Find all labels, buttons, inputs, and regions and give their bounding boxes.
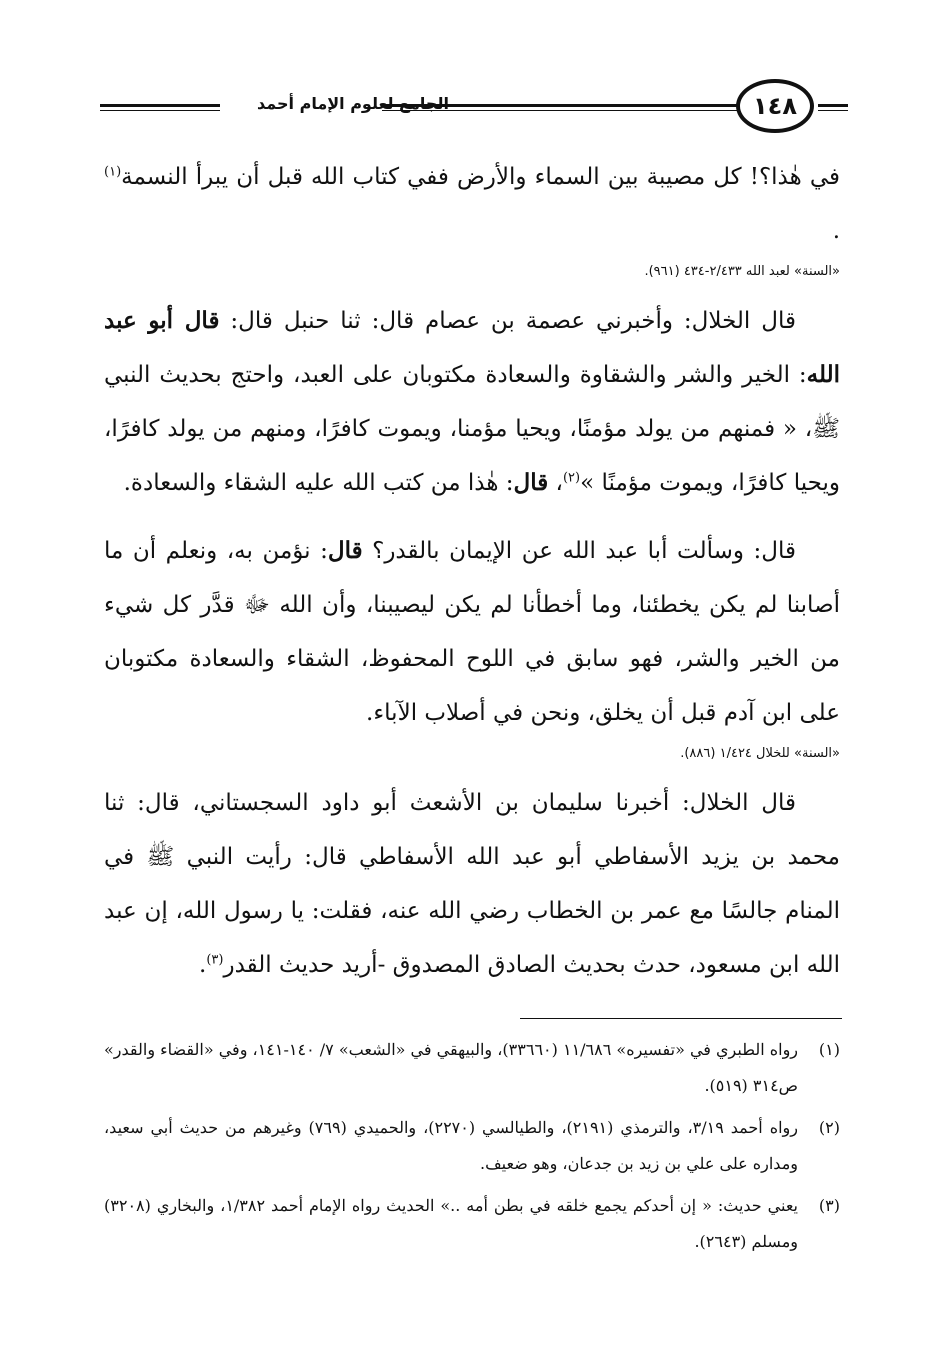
paragraph-4: قال الخلال: أخبرنا سليمان بن الأشعث أبو داود السجستاني، قال: ثنا محمد بن يزيد الأسفاطي أبو عبد الله الأسفاطي قال: رأيت النبي ﷺ في المنام جالسًا مع عمر بن الخطاب رضي الله عنه، فقلت: يا رسول الله، إن عبد الله ابن مسعود، حدث بحديث الصادق المصدوق -أريد حديث القدر$^{(٣)}$.: [104, 790, 840, 978]
source-citation-2: «السنة» للخلال ١/٤٢٤ (٨٨٦).: [680, 746, 840, 761]
footnote-2: [104, 1110, 840, 1182]
header-rule-middle-thin: [382, 110, 740, 111]
main-text: [104, 150, 840, 992]
footnote-separator: [520, 1018, 842, 1019]
speaker-label: قال أبو عبد الله: [104, 307, 840, 388]
header-rule-right-thin: [818, 110, 848, 111]
source-citation-1: «السنة» لعبد الله ٢/٤٣٣-٤٣٤ (٩٦١).: [644, 264, 840, 279]
footnote-3: [104, 1188, 840, 1260]
running-header: [100, 78, 842, 138]
footnote-ref-1[interactable]: (١): [104, 164, 122, 180]
header-title: الجامع لعلوم الإمام أحمد: [257, 94, 449, 113]
footnote-ref-2[interactable]: (٢): [562, 470, 581, 486]
header-rule-left: [100, 104, 220, 107]
page-number: ١٤٨: [736, 79, 814, 133]
header-rule-right: [818, 104, 848, 107]
paragraph-3: قال: وسألت أبا عبد الله عن الإيمان بالقدر؟ قال: نؤمن به، ونعلم أن ما أصابنا لم يكن يخطئنا، وما أخطأنا لم يكن ليصيبنا، وأن الله ﷻ قدَّر كل شيء من الخير والشر، فهو سابق في اللوح المحفوظ، الشقاء والسعادة مكتوبان على ابن آدم قبل أن يخلق، ونحن في أصلاب الآباء.: [104, 537, 840, 726]
footnote-number: (٣): [818, 1196, 840, 1215]
footnote-number: (١): [818, 1040, 840, 1059]
paragraph-1: في هٰذا؟! كل مصيبة بين السماء والأرض ففي كتاب الله قبل أن يبرأ النسمة$^{(١)}$ .: [104, 164, 840, 244]
footnote-text: رواه أحمد ٣/١٩، والترمذي (٢١٩١)، والطيالسي (٢٢٧٠)، والحميدي (٧٦٩) وغيرهم من حديث أبي سعيد، ومداره على علي بن زيد بن جدعان، وهو ضعيف.: [104, 1118, 798, 1173]
speaker-label: قال: [513, 469, 549, 496]
speaker-label: قال: [327, 537, 363, 564]
header-rule-left-thin: [100, 110, 220, 111]
header-rule-middle: [382, 104, 740, 107]
paragraph-2: قال الخلال: وأخبرني عصمة بن عصام قال: ثنا حنبل قال: قال أبو عبد الله: الخير والشر والشقاوة والسعادة مكتوبان على العبد، واحتج بحديث النبي ﷺ، « فمنهم من يولد مؤمنًا، ويحيا مؤمنا، ويموت كافرًا، ومنهم من يولد كافرًا، ويحيا كافرًا، ويموت مؤمنًا »$^{(٢)}$، قال: هٰذا من كتب الله عليه الشقاء والسعادة.: [104, 307, 840, 496]
footnote-1: [104, 1032, 840, 1104]
footnote-ref-3[interactable]: (٣): [206, 952, 224, 968]
footnote-text: رواه الطبري في «تفسيره» ١١/٦٨٦ (٣٣٦٦٠)، والبيهقي في «الشعب» ٧/ ١٤٠-١٤١، وفي «القضاء والقدر» ص٣١٤ (٥١٩).: [104, 1040, 799, 1095]
footnote-text: يعني حديث: « إن أحدكم يجمع خلقه في بطن أمه ..» الحديث رواه الإمام أحمد ١/٣٨٢، والبخاري (٣٢٠٨) ومسلم (٢٦٤٣).: [104, 1196, 798, 1251]
footnotes: [104, 1032, 840, 1266]
footnote-number: (٢): [818, 1118, 840, 1137]
